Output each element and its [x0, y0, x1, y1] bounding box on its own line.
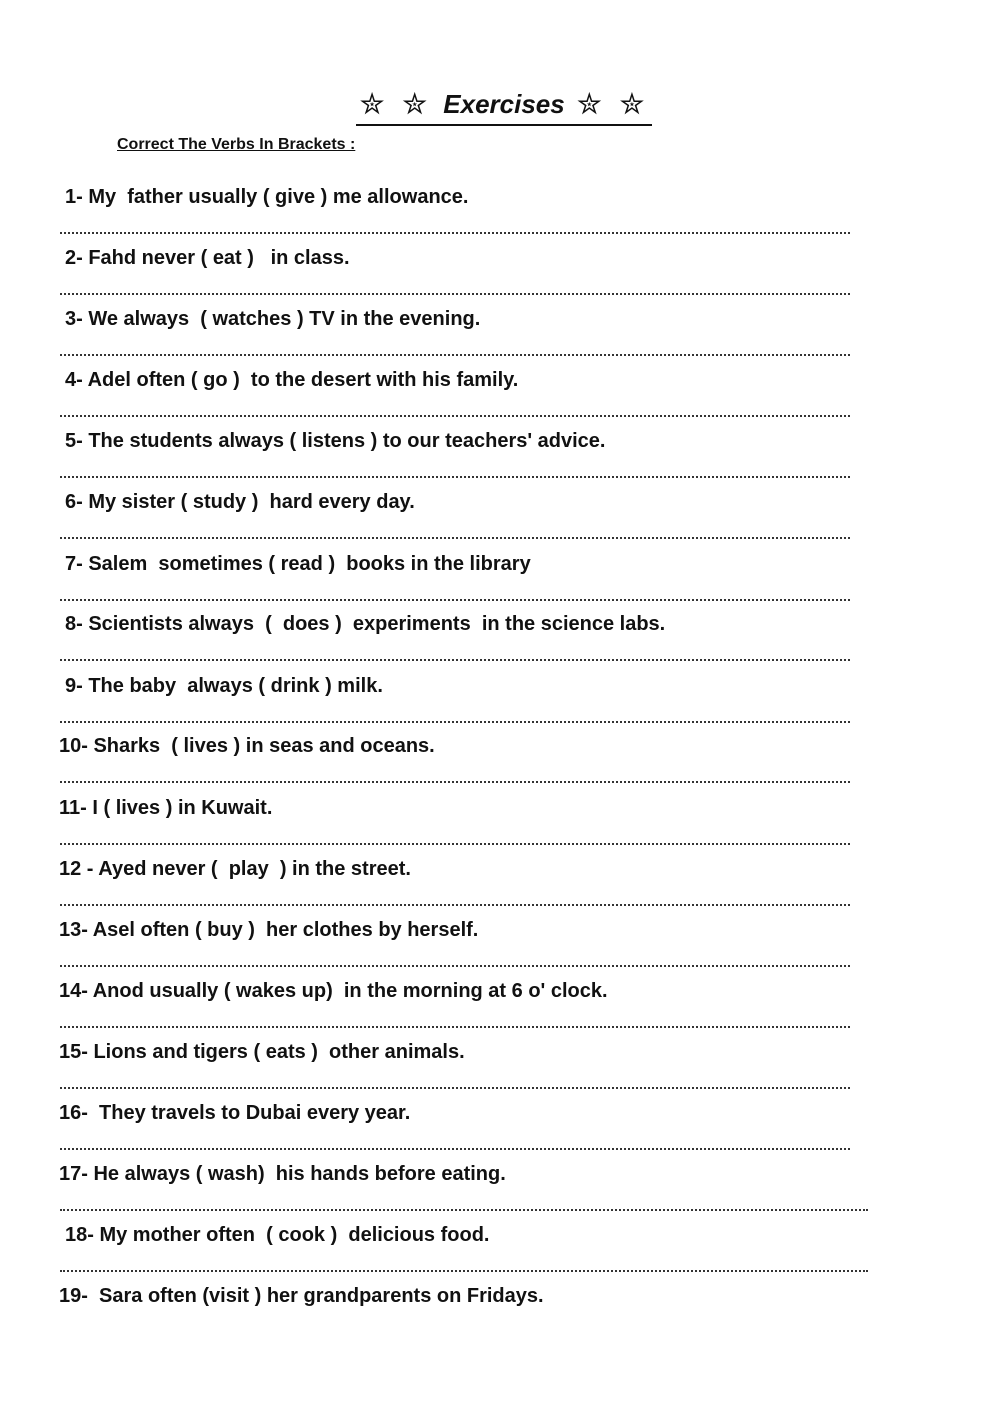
- exercise-10: 10- Sharks ( lives ) in seas and oceans.: [59, 735, 435, 757]
- answer-line-15[interactable]: [60, 1087, 850, 1089]
- exercise-4: 4- Adel often ( go ) to the desert with his family.: [65, 369, 519, 391]
- exercise-13: 13- Asel often ( buy ) her clothes by herself.: [59, 919, 479, 941]
- exercise-19: 19- Sara often (visit ) her grandparents on Fridays.: [59, 1285, 544, 1307]
- exercise-16: 16- They travels to Dubai every year.: [59, 1102, 411, 1124]
- exercise-17: 17- He always ( wash) his hands before eating.: [59, 1163, 506, 1185]
- answer-line-3[interactable]: [60, 354, 850, 356]
- exercise-15: 15- Lions and tigers ( eats ) other animals.: [59, 1041, 465, 1063]
- answer-line-18[interactable]: [60, 1270, 868, 1272]
- exercise-5: 5- The students always ( listens ) to our teachers' advice.: [65, 430, 606, 452]
- title-text: Exercises: [443, 88, 565, 119]
- answer-line-13[interactable]: [60, 965, 850, 967]
- answer-line-2[interactable]: [60, 293, 850, 295]
- answer-line-7[interactable]: [60, 599, 850, 601]
- answer-line-12[interactable]: [60, 904, 850, 906]
- exercise-2: 2- Fahd never ( eat ) in class.: [65, 247, 350, 269]
- star-icon: ✮ ✮: [359, 86, 432, 122]
- answer-line-10[interactable]: [60, 781, 850, 783]
- answer-line-11[interactable]: [60, 843, 850, 845]
- answer-line-14[interactable]: [60, 1026, 850, 1028]
- answer-line-17[interactable]: [60, 1209, 868, 1211]
- answer-line-4[interactable]: [60, 415, 850, 417]
- exercise-12: 12 - Ayed never ( play ) in the street.: [59, 858, 411, 880]
- exercise-3: 3- We always ( watches ) TV in the evening.: [65, 308, 481, 330]
- exercise-1: 1- My father usually ( give ) me allowance.: [65, 186, 469, 208]
- exercise-14: 14- Anod usually ( wakes up) in the morning at 6 o' clock.: [59, 980, 608, 1002]
- exercise-11: 11- I ( lives ) in Kuwait.: [59, 797, 273, 819]
- exercise-18: 18- My mother often ( cook ) delicious food.: [65, 1224, 490, 1246]
- answer-line-9[interactable]: [60, 721, 850, 723]
- instructions: Correct The Verbs In Brackets :: [117, 136, 356, 153]
- answer-line-1[interactable]: [60, 232, 850, 234]
- exercise-7: 7- Salem sometimes ( read ) books in the library: [65, 553, 531, 575]
- answer-line-5[interactable]: [60, 476, 850, 478]
- answer-line-6[interactable]: [60, 537, 850, 539]
- exercise-9: 9- The baby always ( drink ) milk.: [65, 675, 383, 697]
- exercise-6: 6- My sister ( study ) hard every day.: [65, 491, 415, 513]
- answer-line-8[interactable]: [60, 659, 850, 661]
- page-title: [356, 84, 652, 126]
- star-icon: ✮ ✮: [576, 86, 649, 122]
- exercise-8: 8- Scientists always ( does ) experiments in the science labs.: [65, 613, 666, 635]
- answer-line-16[interactable]: [60, 1148, 850, 1150]
